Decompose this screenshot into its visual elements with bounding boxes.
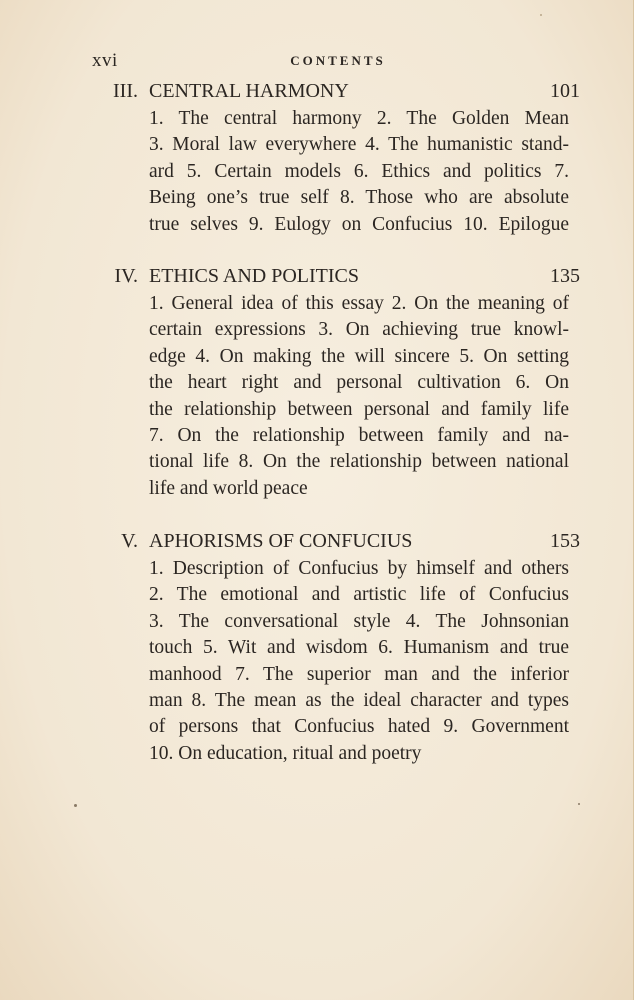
section-line: man 8. The mean as the ideal character and types <box>149 690 569 712</box>
chapter-number: IV. <box>114 265 138 287</box>
page-number: xvi <box>92 50 118 71</box>
chapter-title: ETHICS AND POLITICS <box>149 265 360 287</box>
section-line: Being one’s true self 8. Those who are absolute <box>149 187 569 209</box>
chapter-sections <box>149 291 569 502</box>
chapter-page-number: 153 <box>550 530 580 552</box>
chapter-heading <box>0 530 634 558</box>
paper-speck <box>540 14 542 16</box>
chapter-title: CENTRAL HARMONY <box>149 80 349 102</box>
chapter-number: V. <box>121 530 138 552</box>
section-line: 1. General idea of this essay 2. On the meaning of <box>149 293 569 314</box>
chapter-sections <box>149 106 569 238</box>
section-line: certain expressions 3. On achieving true knowl- <box>149 319 569 341</box>
section-line: 7. On the relationship between family and na- <box>149 425 569 447</box>
section-line: 1. Description of Confucius by himself and others <box>149 558 569 579</box>
section-line: true selves 9. Eulogy on Confucius 10. Epilogue <box>149 213 569 235</box>
section-line: the heart right and personal cultivation 6. On <box>149 372 569 394</box>
section-line: manhood 7. The superior man and the inferior <box>149 663 569 685</box>
section-line: tional life 8. On the relationship between national <box>149 451 569 473</box>
section-line: 10. On education, ritual and poetry <box>149 742 422 764</box>
chapter-heading <box>0 265 634 293</box>
chapter-heading <box>0 80 634 108</box>
section-line: 3. The conversational style 4. The Johnsonian <box>149 610 569 632</box>
chapter-sections <box>149 556 569 767</box>
running-head <box>92 50 584 72</box>
chapter-number: III. <box>113 80 138 102</box>
section-line: 1. The central harmony 2. The Golden Mean <box>149 108 569 129</box>
section-line: the relationship between personal and family life <box>149 398 569 420</box>
section-line: life and world peace <box>149 477 308 499</box>
paper-speck <box>578 803 580 805</box>
page-title: CONTENTS <box>290 53 386 68</box>
section-line: ard 5. Certain models 6. Ethics and politics 7. <box>149 160 569 182</box>
section-line: edge 4. On making the will sincere 5. On setting <box>149 345 569 367</box>
paper-speck <box>74 804 77 807</box>
section-line: 2. The emotional and artistic life of Confucius <box>149 584 569 606</box>
section-line: 3. Moral law everywhere 4. The humanistic stand- <box>149 134 569 156</box>
section-line: of persons that Confucius hated 9. Government <box>149 716 569 738</box>
section-line: touch 5. Wit and wisdom 6. Humanism and true <box>149 637 569 659</box>
chapter-page-number: 101 <box>550 80 580 102</box>
chapter-title: APHORISMS OF CONFUCIUS <box>149 530 413 552</box>
chapter-page-number: 135 <box>550 265 580 287</box>
